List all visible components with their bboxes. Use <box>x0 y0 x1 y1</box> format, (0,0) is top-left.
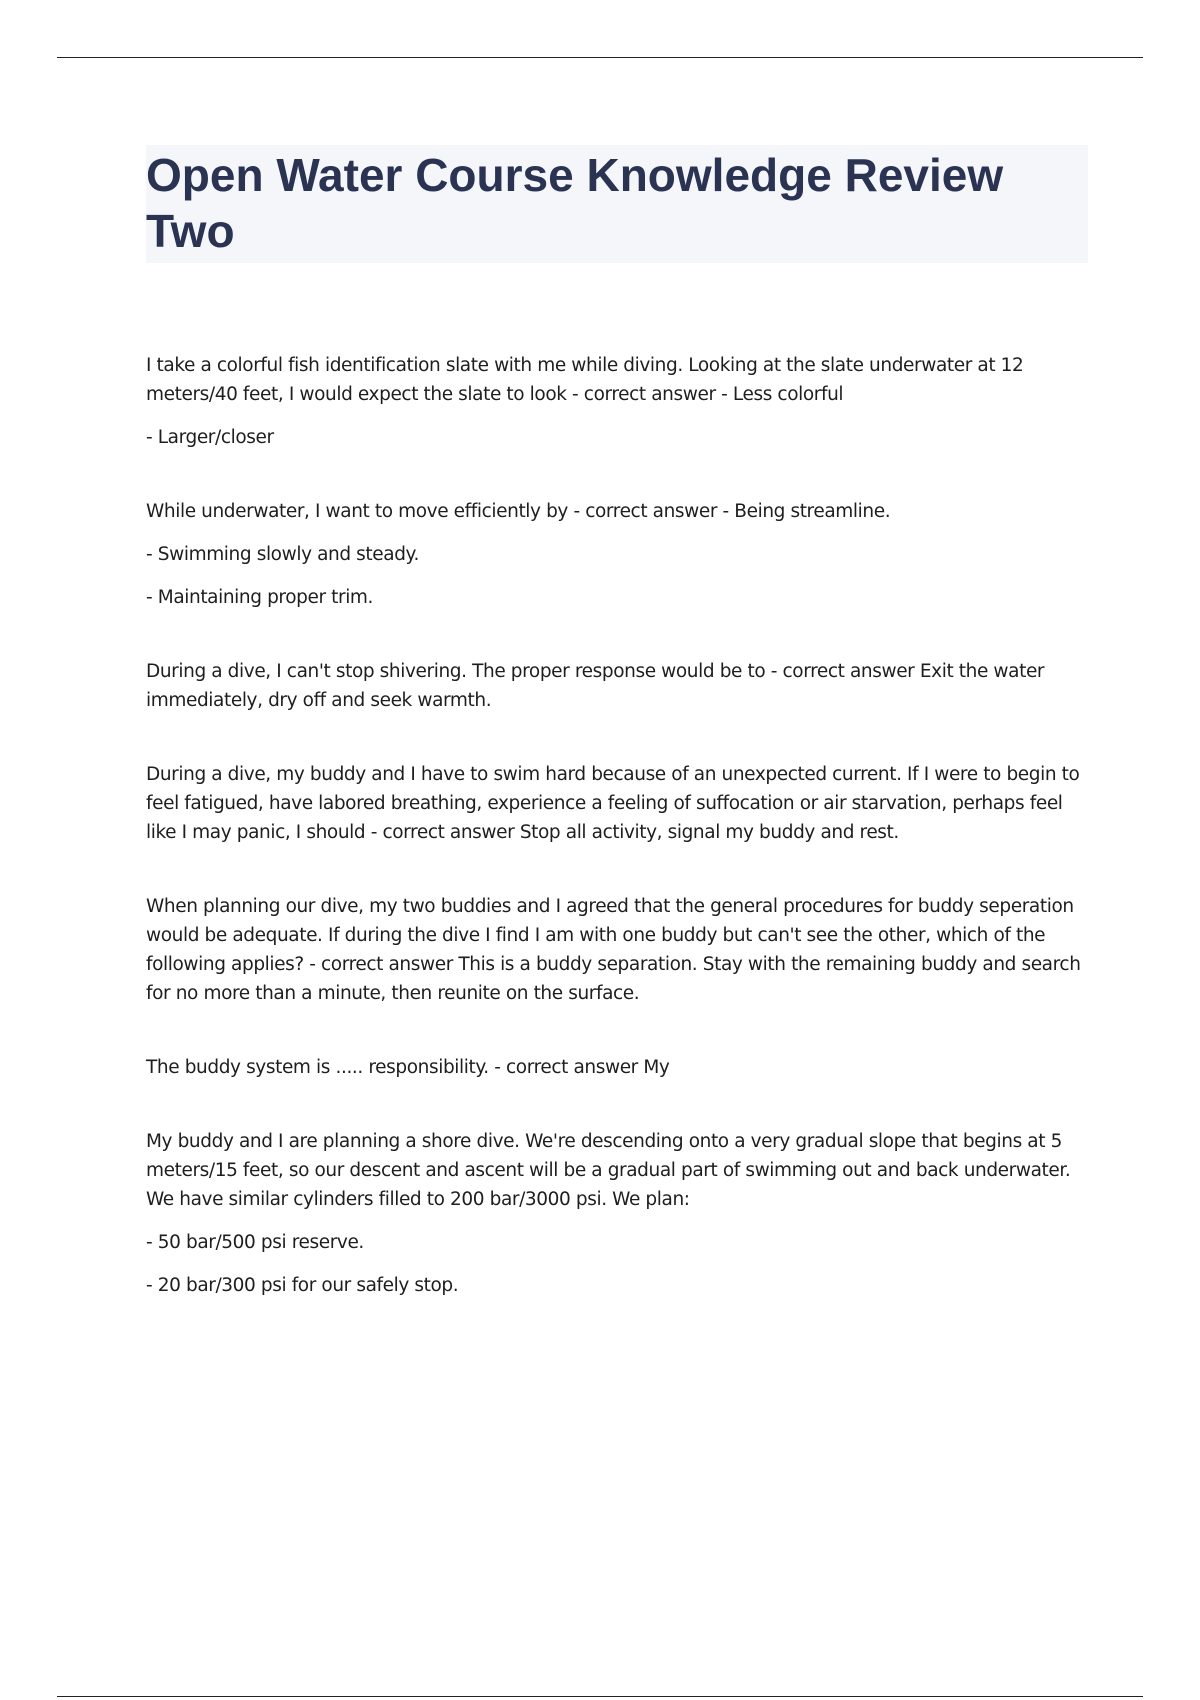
question-text: While underwater, I want to move efficiently by - correct answer - Being streamline. <box>146 501 891 522</box>
title-banner <box>146 145 1088 263</box>
answer-option: - 20 bar/300 psi for our safely stop. <box>146 1275 459 1296</box>
bottom-rule <box>57 1696 1143 1697</box>
question-item <box>146 657 1088 715</box>
document-body <box>146 145 1088 1345</box>
page-title: Open Water Course Knowledge Review Two <box>146 149 1004 257</box>
question-item <box>146 497 1088 612</box>
question-item <box>146 760 1088 847</box>
question-text: My buddy and I are planning a shore dive. We're descending onto a very gradual slope that begins at 5 meters/15 feet, so our descent and ascent will be a gradual part of swimming out and back underwater. We have similar cylinders filled to 200 bar/3000 psi. We plan: <box>146 1131 1071 1210</box>
question-text: I take a colorful fish identification slate with me while diving. Looking at the slate underwater at 12 meters/40 feet, I would expect the slate to look - correct answer - Less colorful <box>146 355 1024 405</box>
question-item <box>146 351 1088 452</box>
answer-option: - 50 bar/500 psi reserve. <box>146 1232 364 1253</box>
question-text: During a dive, my buddy and I have to swim hard because of an unexpected current. If I were to begin to feel fatigued, have labored breathing, experience a feeling of suffocation or air starvation, perhaps feel like I may panic, I should - correct answer Stop all activity, signal my buddy and rest. <box>146 764 1080 843</box>
question-item <box>146 892 1088 1008</box>
question-text: When planning our dive, my two buddies and I agreed that the general procedures for buddy seperation would be adequate. If during the dive I find I am with one buddy but can't see the other, which of the following applies? - correct answer This is a buddy separation. Stay with the remaining buddy and search for no more than a minute, then reunite on the surface. <box>146 896 1081 1004</box>
question-text: During a dive, I can't stop shivering. The proper response would be to - correct answer Exit the water immediately, dry off and seek warmth. <box>146 661 1045 711</box>
answer-option: - Swimming slowly and steady. <box>146 544 419 565</box>
question-list <box>146 351 1088 1300</box>
answer-option: - Larger/closer <box>146 427 274 448</box>
top-rule <box>57 57 1143 58</box>
answer-option: - Maintaining proper trim. <box>146 587 374 608</box>
question-item <box>146 1053 1088 1082</box>
question-text: The buddy system is ..... responsibility. - correct answer My <box>146 1057 670 1078</box>
question-item <box>146 1127 1088 1300</box>
